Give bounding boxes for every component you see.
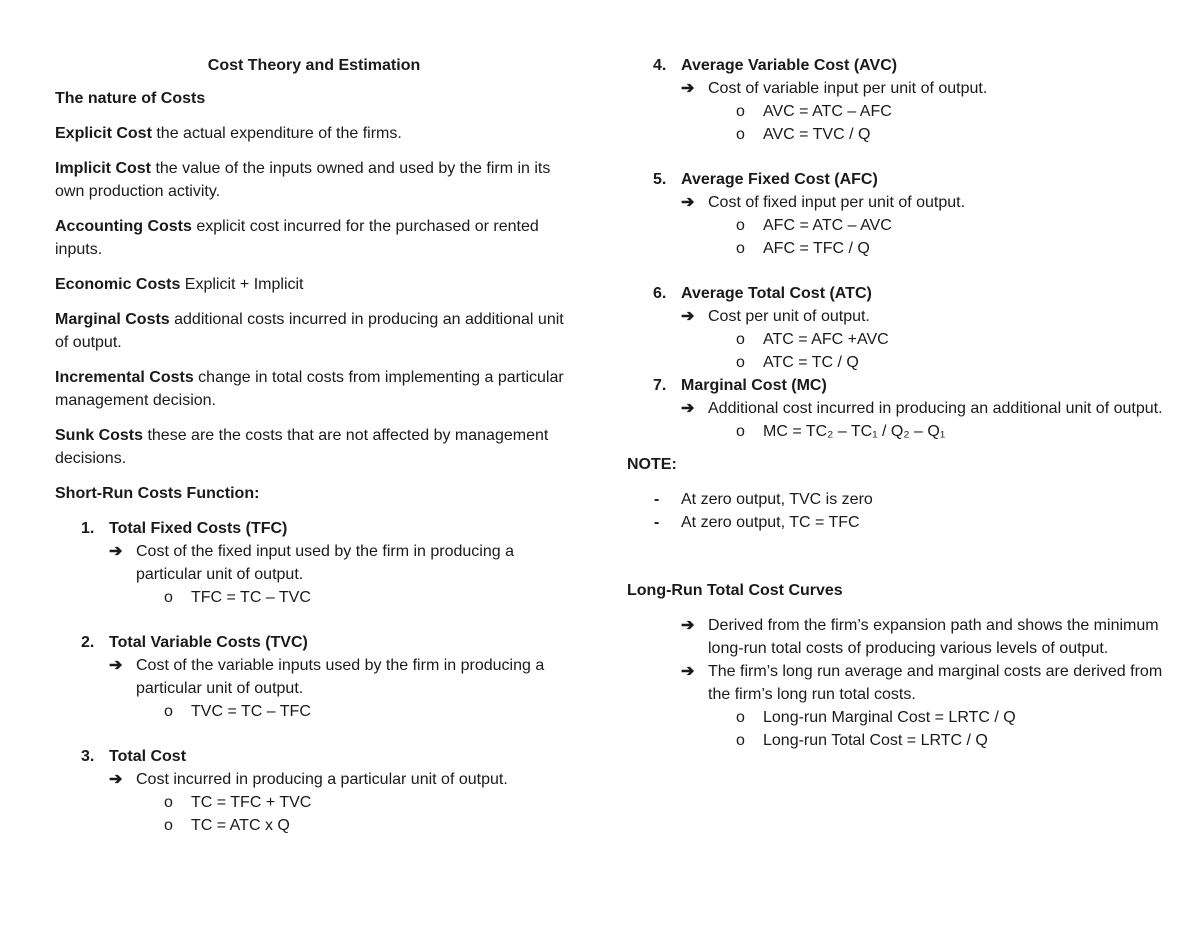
definition-term: Marginal Costs: [55, 311, 170, 328]
description-text: Cost per unit of output.: [708, 308, 870, 325]
formula-line: [109, 586, 575, 609]
definition-text: the actual expenditure of the firms.: [151, 125, 402, 142]
description-text: Cost incurred in producing a particular unit of output.: [136, 771, 508, 788]
formula-text: ATC = AFC +AVC: [763, 331, 889, 348]
definition-explicit-cost: [55, 122, 575, 145]
definition-economic-costs: [55, 273, 575, 296]
circle-bullet-icon: o: [736, 709, 745, 726]
circle-bullet-icon: o: [736, 217, 745, 234]
description-text: Cost of fixed input per unit of output.: [708, 194, 966, 211]
long-run-list: [627, 614, 1167, 752]
arrow-right-icon: ➔: [109, 771, 123, 788]
list-item-tvc: [55, 631, 575, 723]
formula-line: [681, 123, 1167, 146]
item-title: Total Cost: [109, 748, 187, 765]
circle-bullet-icon: o: [736, 423, 745, 440]
left-column: [55, 54, 575, 837]
circle-bullet-icon: o: [164, 817, 173, 834]
description-text: Cost of the variable inputs used by the firm in producing a particular unit of output.: [136, 657, 545, 697]
item-number: 5.: [653, 171, 667, 188]
point-text: The firm’s long run average and marginal costs are derived from the firm’s long run total costs.: [708, 663, 1163, 703]
formula-text: TC = TFC + TVC: [191, 794, 312, 811]
nature-heading: The nature of Costs: [55, 90, 206, 107]
item-description: [109, 768, 575, 791]
definition-text: the value of the inputs owned and used by the firm in its own production activity.: [55, 160, 551, 200]
circle-bullet-icon: o: [736, 103, 745, 120]
circle-bullet-icon: o: [164, 589, 173, 606]
definition-incremental-costs: [55, 366, 575, 412]
formula-line: [109, 791, 575, 814]
item-description: [681, 191, 1167, 214]
list-item-afc: [627, 168, 1167, 260]
definition-term: Accounting Costs: [55, 218, 192, 235]
formula-text: TVC = TC – TFC: [191, 703, 311, 720]
item-number: 4.: [653, 57, 667, 74]
document-title: Cost Theory and Estimation: [207, 57, 421, 74]
arrow-right-icon: ➔: [681, 194, 695, 211]
arrow-right-icon: ➔: [681, 400, 695, 417]
long-run-heading: Long-Run Total Cost Curves: [627, 582, 843, 599]
item-description: [681, 77, 1167, 100]
item-title: Average Variable Cost (AVC): [681, 57, 898, 74]
circle-bullet-icon: o: [164, 703, 173, 720]
arrow-right-icon: ➔: [681, 80, 695, 97]
formula-line: [681, 237, 1167, 260]
formula-text: AFC = ATC – AVC: [763, 217, 892, 234]
list-item-tc: [55, 745, 575, 837]
definition-sunk-costs: [55, 424, 575, 470]
item-title: Total Variable Costs (TVC): [109, 634, 308, 651]
arrow-right-icon: ➔: [681, 617, 695, 634]
formula-line: [109, 700, 575, 723]
formula-text: Long-run Marginal Cost = LRTC / Q: [763, 709, 1016, 726]
note-item: [627, 488, 1167, 511]
item-number: 1.: [81, 520, 95, 537]
item-number: 7.: [653, 377, 667, 394]
description-text: Cost of the fixed input used by the firm in producing a particular unit of output.: [136, 543, 514, 583]
dash-bullet-icon: -: [654, 514, 660, 531]
formula-line: [681, 351, 1167, 374]
formula-text: AVC = TVC / Q: [763, 126, 871, 143]
note-heading: NOTE:: [627, 456, 677, 473]
formula-text: Long-run Total Cost = LRTC / Q: [763, 732, 988, 749]
definition-text: change in total costs from implementing a particular management decision.: [55, 369, 564, 409]
note-text: At zero output, TC = TFC: [681, 514, 860, 531]
long-run-point: [681, 614, 1167, 660]
definition-term: Sunk Costs: [55, 427, 144, 444]
arrow-right-icon: ➔: [109, 543, 123, 560]
item-title: Average Fixed Cost (AFC): [681, 171, 878, 188]
description-text: Cost of variable input per unit of output.: [708, 80, 988, 97]
definition-text: these are the costs that are not affected by management decisions.: [55, 427, 549, 467]
definition-text: explicit cost incurred for the purchased or rented inputs.: [55, 218, 539, 258]
item-description: [109, 540, 575, 586]
circle-bullet-icon: o: [736, 331, 745, 348]
item-number: 2.: [81, 634, 95, 651]
formula-text: AFC = TFC / Q: [763, 240, 870, 257]
circle-bullet-icon: o: [736, 240, 745, 257]
formula-text: TFC = TC – TVC: [191, 589, 311, 606]
circle-bullet-icon: o: [736, 732, 745, 749]
definition-term: Incremental Costs: [55, 369, 194, 386]
description-text: Additional cost incurred in producing an additional unit of output.: [708, 400, 1163, 417]
item-title: Marginal Cost (MC): [681, 377, 827, 394]
short-run-heading: Short-Run Costs Function:: [55, 485, 260, 502]
list-item-avc: [627, 54, 1167, 146]
item-title: Total Fixed Costs (TFC): [109, 520, 288, 537]
right-column: [627, 54, 1167, 752]
formula-text: ATC = TC / Q: [763, 354, 859, 371]
dash-bullet-icon: -: [654, 491, 660, 508]
note-item: [627, 511, 1167, 534]
definition-term: Explicit Cost: [55, 125, 152, 142]
item-number: 3.: [81, 748, 95, 765]
formula-line: [681, 100, 1167, 123]
definition-accounting-costs: [55, 215, 575, 261]
formula-text: MC = TC₂ – TC₁ / Q₂ – Q₁: [763, 423, 946, 440]
arrow-right-icon: ➔: [681, 663, 695, 680]
list-item-mc: [627, 374, 1167, 443]
item-title: Average Total Cost (ATC): [681, 285, 872, 302]
item-description: [109, 654, 575, 700]
formula-line: [681, 214, 1167, 237]
definition-text: Explicit + Implicit: [180, 276, 304, 293]
item-description: [681, 305, 1167, 328]
circle-bullet-icon: o: [164, 794, 173, 811]
long-run-point: [681, 660, 1167, 706]
formula-line: [109, 814, 575, 837]
definition-marginal-costs: [55, 308, 575, 354]
point-text: Derived from the firm’s expansion path and shows the minimum long-run total costs of producing various levels of output.: [708, 617, 1159, 657]
item-number: 6.: [653, 285, 667, 302]
circle-bullet-icon: o: [736, 126, 745, 143]
list-item-tfc: [55, 517, 575, 609]
note-text: At zero output, TVC is zero: [681, 491, 873, 508]
item-description: [681, 397, 1167, 420]
definition-text: additional costs incurred in producing an additional unit of output.: [55, 311, 564, 351]
formula-line: [681, 328, 1167, 351]
formula-line: [681, 420, 1167, 443]
definition-term: Implicit Cost: [55, 160, 152, 177]
formula-line: [681, 729, 1167, 752]
arrow-right-icon: ➔: [681, 308, 695, 325]
definition-implicit-cost: [55, 157, 575, 203]
formula-text: TC = ATC x Q: [191, 817, 290, 834]
definition-term: Economic Costs: [55, 276, 181, 293]
arrow-right-icon: ➔: [109, 657, 123, 674]
formula-text: AVC = ATC – AFC: [763, 103, 892, 120]
list-item-atc: [627, 282, 1167, 374]
formula-line: [681, 706, 1167, 729]
circle-bullet-icon: o: [736, 354, 745, 371]
